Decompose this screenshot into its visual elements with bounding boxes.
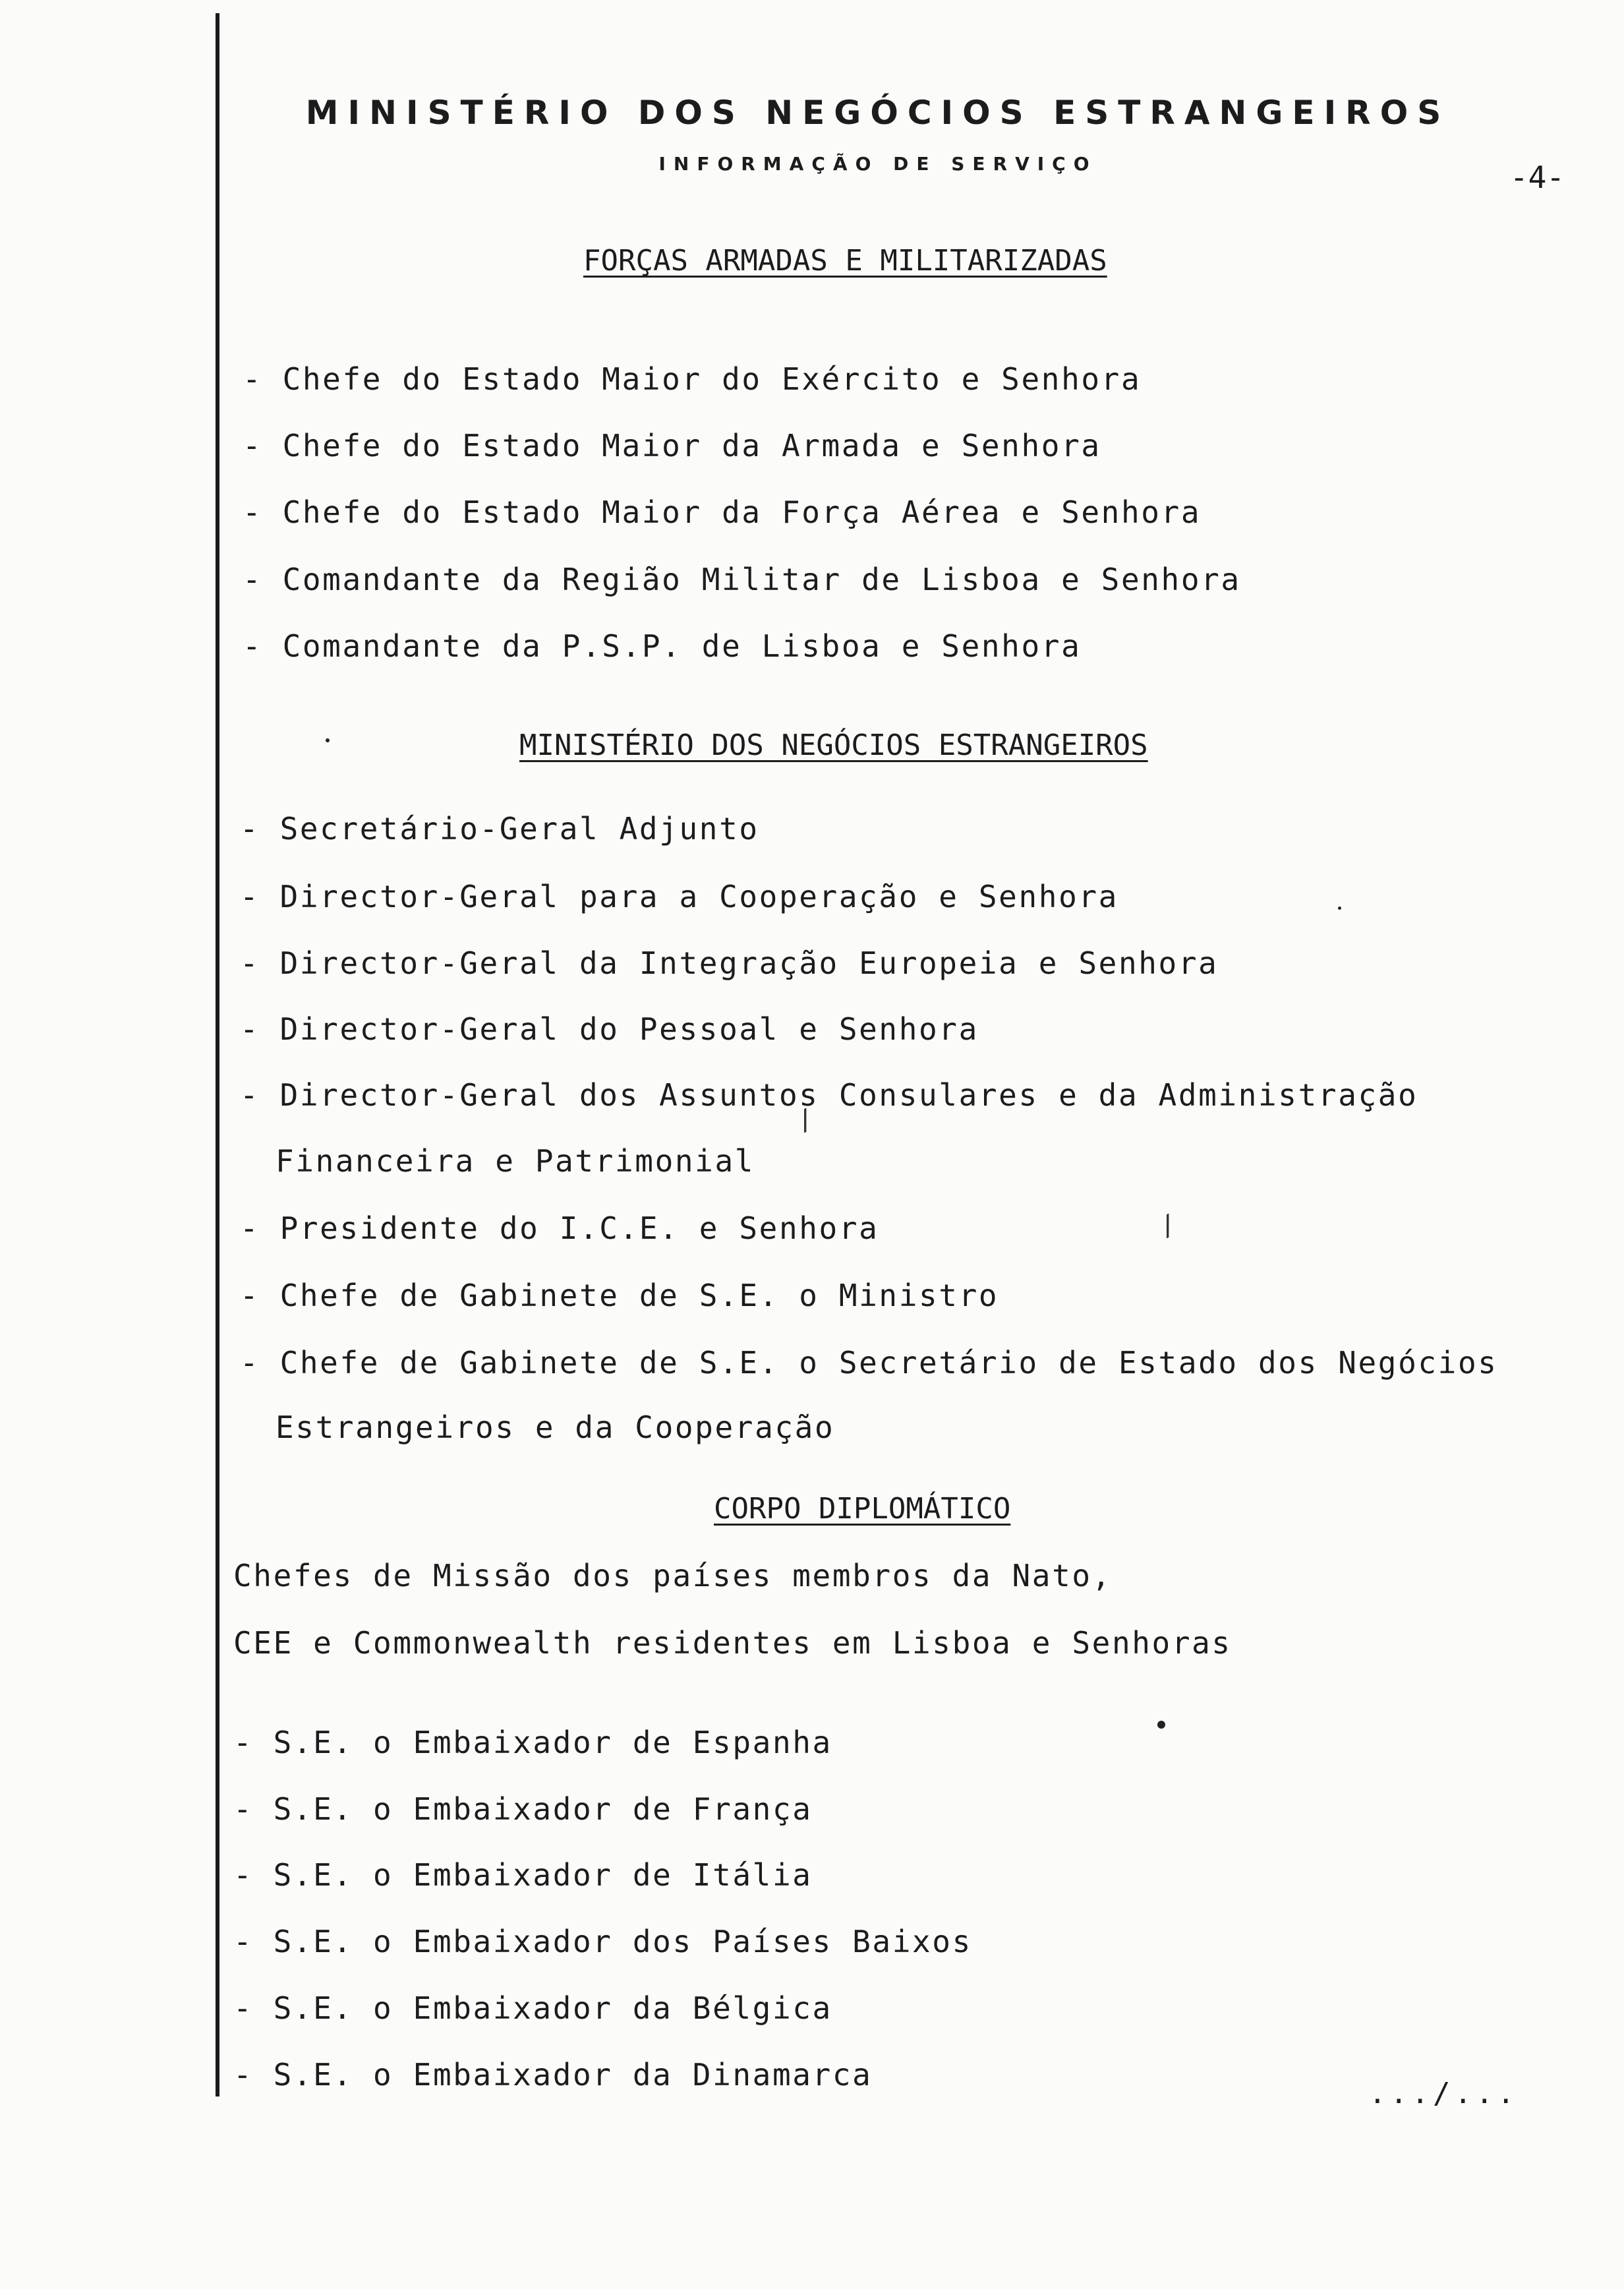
section-heading-corpo: CORPO DIPLOMÁTICO [714,1492,1011,1526]
list-item: - Director-Geral para a Cooperação e Senhora [240,879,1118,914]
tick-mark: / [1154,1208,1182,1243]
list-item-continued: Estrangeiros e da Cooperação [276,1410,835,1445]
list-item: - S.E. o Embaixador da Bélgica [233,1990,832,2026]
margin-line [216,13,219,2096]
list-item: - Director-Geral da Integração Europeia e Senhora [240,945,1219,981]
section-heading-forcas: FORÇAS ARMADAS E MILITARIZADAS [583,244,1107,278]
list-item: - Chefe de Gabinete de S.E. o Ministro [240,1278,999,1313]
intro-line: Chefes de Missão dos países membros da Nato, [233,1558,1112,1593]
list-item: - Chefe de Gabinete de S.E. o Secretário de Estado dos Negócios [240,1345,1498,1381]
list-item: - Comandante da Região Militar de Lisboa e Senhora [243,562,1241,597]
list-item: - Chefe do Estado Maior da Armada e Senhora [243,428,1101,463]
list-item: - Secretário-Geral Adjunto [240,811,759,847]
section-heading-ministerio: MINISTÉRIO DOS NEGÓCIOS ESTRANGEIROS [519,728,1148,762]
list-item: - S.E. o Embaixador da Dinamarca [233,2057,873,2093]
list-item: - Director-Geral do Pessoal e Senhora [240,1011,979,1047]
stray-mark [1338,907,1341,910]
intro-line: CEE e Commonwealth residentes em Lisboa e Senhoras [233,1625,1232,1661]
stray-mark [326,738,330,742]
letterhead-subtitle: INFORMAÇÃO DE SERVIÇO [658,153,1097,175]
list-item: - S.E. o Embaixador de França [233,1791,813,1827]
list-item: - Chefe do Estado Maior da Força Aérea e Senhora [243,494,1202,530]
stray-mark [1157,1721,1165,1729]
list-item: - Presidente do I.C.E. e Senhora [240,1210,879,1246]
page-number: -4- [1509,160,1565,195]
tick-mark: / [792,1103,819,1137]
letterhead-title: MINISTÉRIO DOS NEGÓCIOS ESTRANGEIROS [305,94,1451,132]
list-item: - Director-Geral dos Assuntos Consulares e da Administração [240,1077,1418,1113]
list-item: - S.E. o Embaixador de Espanha [233,1725,832,1760]
list-item: - S.E. o Embaixador de Itália [233,1857,813,1893]
list-item: - Chefe do Estado Maior do Exército e Senhora [243,361,1142,397]
list-item: - S.E. o Embaixador dos Países Baixos [233,1924,972,1959]
continuation-mark: .../... [1368,2077,1519,2110]
list-item-continued: Financeira e Patrimonial [276,1143,755,1179]
list-item: - Comandante da P.S.P. de Lisboa e Senhora [243,628,1082,664]
